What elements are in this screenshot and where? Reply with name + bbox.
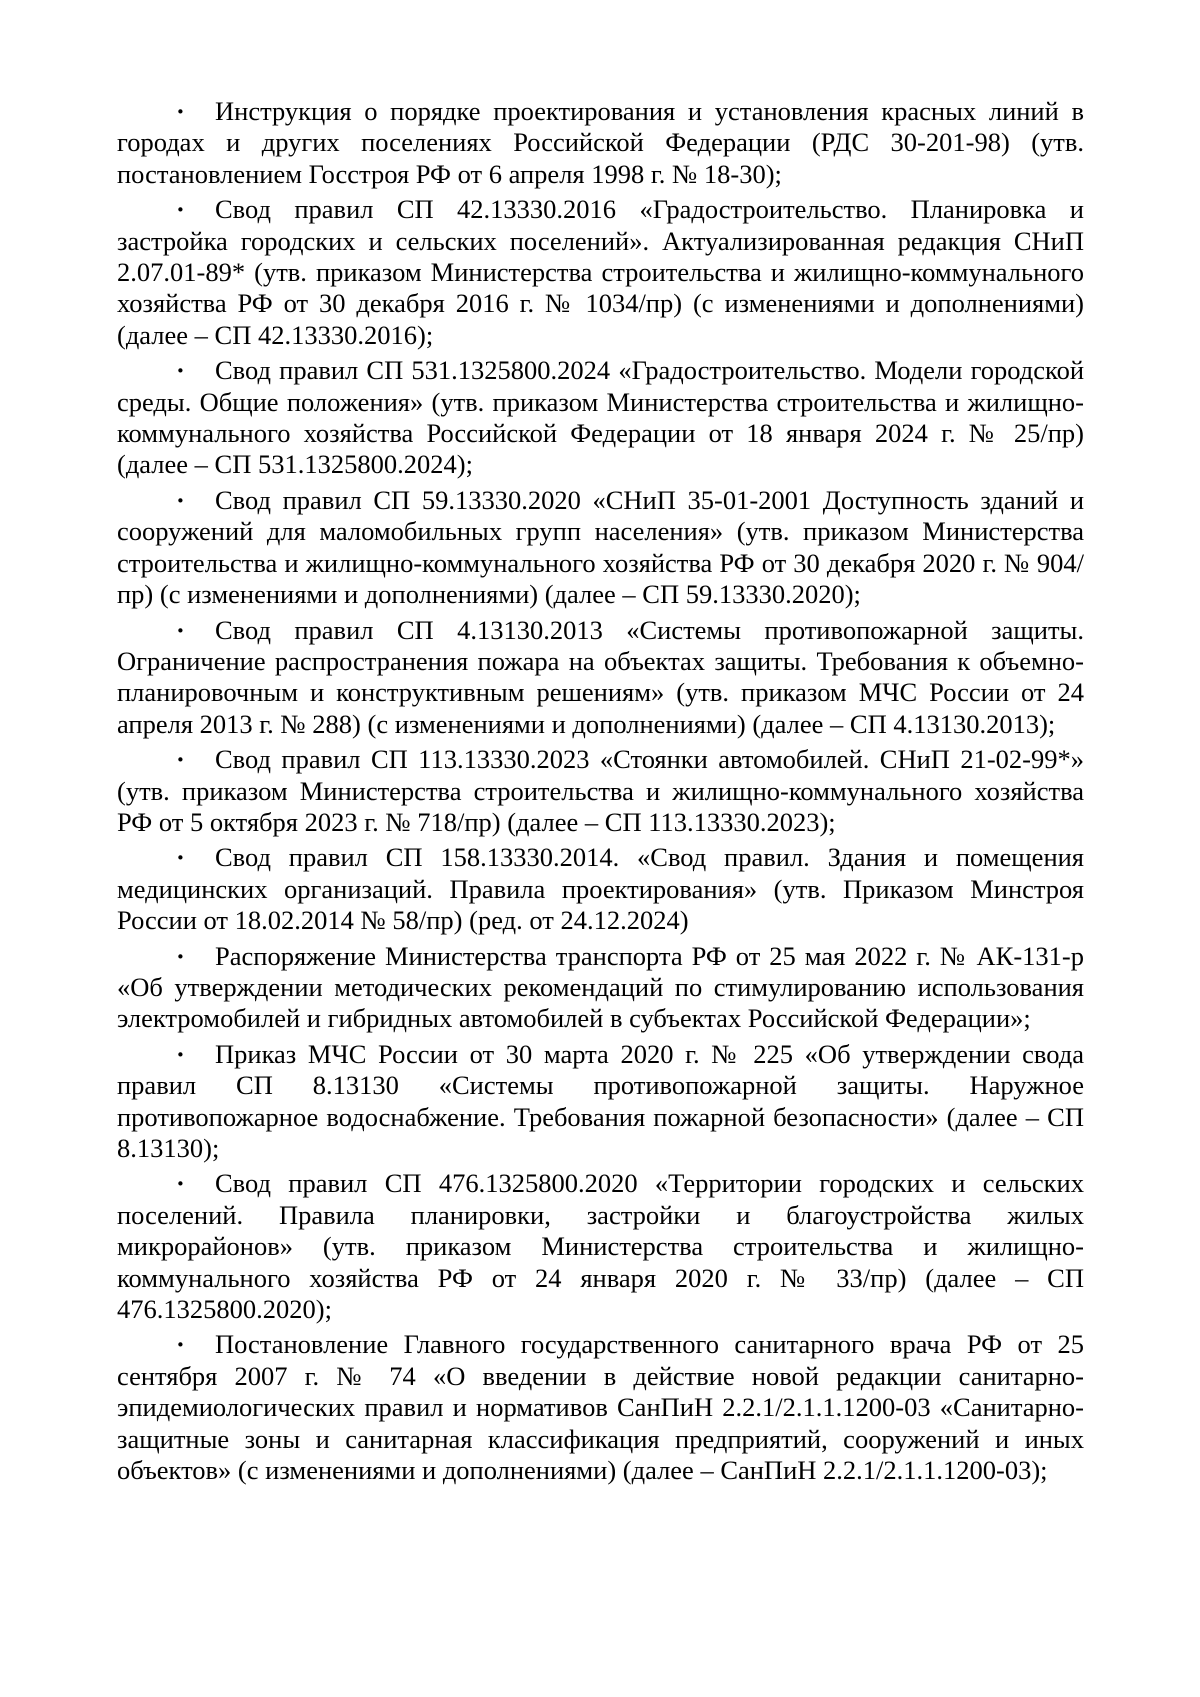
list-item (117, 194, 1084, 351)
list-item-text: Приказ МЧС России от 30 марта 2020 г. № 225 «Об утверждении свода правил СП 8.13130 «Системы противопожарной защиты. Наружное противопожарное водоснабжение. Требования пожарной безопасности» (далее – СП 8.13130); (117, 1038, 1084, 1163)
bullet-icon: · (176, 1038, 185, 1069)
bullet-icon: · (176, 842, 185, 873)
list-item (117, 842, 1084, 936)
list-item-text: Инструкция о порядке проектирования и установления красных линий в городах и других поселениях Российской Федерации (РДС 30-201-98) (утв. постановлением Госстроя РФ от 6 апреля 1998 г. № 18-30); (117, 96, 1084, 189)
bullet-icon: · (176, 1329, 185, 1360)
list-item-text: Постановление Главного государственного санитарного врача РФ от 25 сентября 2007 г. № 74 «О введении в действие новой редакции санитарно-эпидемиологических правил и нормативов СанПиН 2.2.1/2.1.1.1200-03 «Санитарно-защитные зоны и санитарная классификация предприятий, сооружений и иных объектов» (с изменениями и дополнениями) (далее – СанПиН 2.2.1/2.1.1.1200-03); (117, 1329, 1084, 1486)
list-item (117, 96, 1084, 190)
bullet-icon: · (176, 96, 185, 126)
bullet-icon: · (176, 355, 185, 386)
bullet-icon: · (176, 940, 185, 971)
list-item (117, 485, 1084, 611)
list-item-text: Свод правил СП 4.13130.2013 «Системы противопожарной защиты. Ограничение распространения пожара на объектах защиты. Требования к объемно-планировочным и конструктивным решениям» (утв. приказом МЧС России от 24 апреля 2013 г. № 288) (с изменениями и дополнениями) (далее – СП 4.13130.2013); (117, 614, 1084, 739)
list-item (117, 355, 1084, 481)
list-item-text: Свод правил СП 158.13330.2014. «Свод правил. Здания и помещения медицинских организаций. Правила проектирования» (утв. Приказом Минстроя России от 18.02.2014 № 58/пр) (ред. от 24.12.2024) (117, 842, 1084, 936)
list-item (117, 744, 1084, 838)
bullet-icon: · (176, 1168, 185, 1199)
list-item-text: Распоряжение Министерства транспорта РФ от 25 мая 2022 г. № АК-131-р «Об утверждении методических рекомендаций по стимулированию использования электромобилей и гибридных автомобилей в субъектах Российской Федерации»; (117, 940, 1084, 1034)
list-item (117, 941, 1084, 1035)
list-item-text: Свод правил СП 59.13330.2020 «СНиП 35-01-2001 Доступность зданий и сооружений для маломобильных групп населения» (утв. приказом Министерства строительства и жилищно-коммунального хозяйства РФ от 30 декабря 2020 г. № 904/пр) (с изменениями и дополнениями) (далее – СП 59.13330.2020); (117, 484, 1084, 610)
list-item-text: Свод правил СП 42.13330.2016 «Градостроительство. Планировка и застройка городских и сельских поселений». Актуализированная редакция СНиП 2.07.01-89* (утв. приказом Министерства строительства и жилищно-коммунального хозяйства РФ от 30 декабря 2016 г. № 1034/пр) (с изменениями и дополнениями) (далее – СП 42.13330.2016); (117, 194, 1084, 350)
bullet-icon: · (176, 484, 185, 515)
list-item-text: Свод правил СП 113.13330.2023 «Стоянки автомобилей. СНиП 21-02-99*» (утв. приказом Министерства строительства и жилищно-коммунального хозяйства РФ от 5 октября 2023 г. № 718/пр) (далее – СП 113.13330.2023); (117, 744, 1084, 837)
list-item (117, 1329, 1084, 1486)
list-item-text: Свод правил СП 531.1325800.2024 «Градостроительство. Модели городской среды. Общие положения» (утв. приказом Министерства строительства и жилищно-коммунального хозяйства Российской Федерации от 18 января 2024 г. № 25/пр) (далее – СП 531.1325800.2024); (117, 355, 1084, 480)
document-page (117, 96, 1084, 1490)
bullet-icon: · (176, 744, 185, 775)
list-item-text: Свод правил СП 476.1325800.2020 «Территории городских и сельских поселений. Правила планировки, застройки и благоустройства жилых микрорайонов» (утв. приказом Министерства строительства и жилищно-коммунального хозяйства РФ от 24 января 2020 г. № 33/пр) (далее – СП 476.1325800.2020); (117, 1168, 1084, 1325)
bullet-icon: · (176, 194, 185, 225)
list-item (117, 615, 1084, 741)
list-item (117, 1168, 1084, 1325)
bullet-icon: · (176, 614, 185, 645)
list-item (117, 1039, 1084, 1165)
